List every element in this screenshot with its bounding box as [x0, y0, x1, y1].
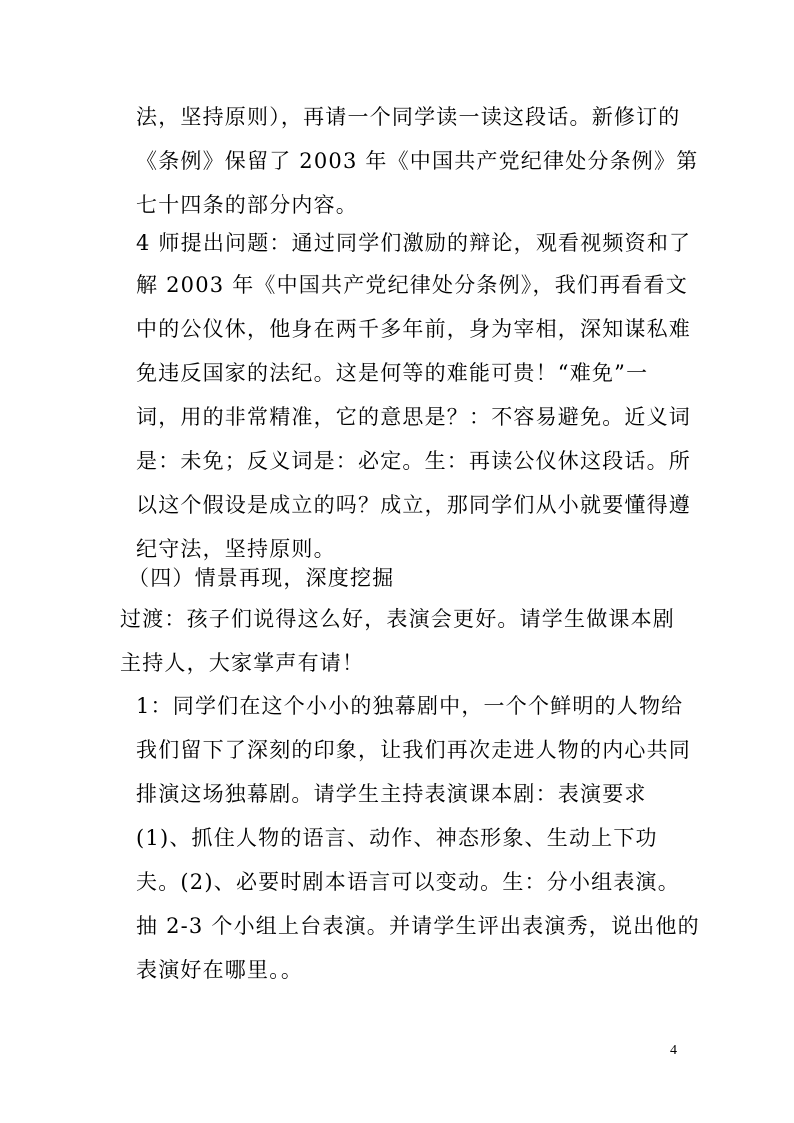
text-line-7: 免违反国家的法纪。这是何等的难能可贵！“难免”一 [136, 361, 649, 385]
section-heading: （四）情景再现，深度挖掘 [128, 566, 395, 590]
text-line-17: 排演这场独幕剧。请学生主持表演课本剧：表演要求 [136, 782, 647, 806]
text-line-2: 《条例》保留了 2003 年《中国共产党纪律处分条例》第 [136, 149, 699, 173]
page-number: 4 [670, 1043, 677, 1058]
text-line-1: 法，坚持原则），再请一个同学读一读这段话。新修订的 [136, 105, 681, 129]
text-line-5: 解 2003 年《中国共产党纪律处分条例》，我们再看看文 [136, 273, 688, 297]
text-line-10: 以这个假设是成立的吗？成立，那同学们从小就要懂得遵 [136, 493, 691, 517]
text-line-19: 夫。(2)、必要时剧本语言可以变动。生：分小组表演。 [136, 870, 680, 894]
text-line-16: 我们留下了深刻的印象，让我们再次走进人物的内心共同 [136, 738, 691, 762]
text-line-14: 主持人，大家掌声有请！ [120, 651, 365, 675]
text-line-6: 中的公仪休，他身在两千多年前，身为宰相，深知谋私难 [136, 317, 691, 341]
text-line-20: 抽 2-3 个小组上台表演。并请学生评出表演秀，说出他的 [136, 914, 700, 938]
text-line-21: 表演好在哪里。。 [136, 958, 304, 982]
text-line-15: 1：同学们在这个小小的独幕剧中，一个个鲜明的人物给 [136, 694, 684, 718]
text-line-3: 七十四条的部分内容。 [136, 193, 358, 217]
text-line-8: 词，用的非常精准，它的意思是？：不容易避免。近义词 [136, 405, 691, 429]
text-line-11: 纪守法，坚持原则。 [136, 537, 336, 561]
text-line-9: 是：未免；反义词是：必定。生：再读公仪休这段话。所 [136, 449, 691, 473]
text-line-18: (1)、抓住人物的语言、动作、神态形象、生动上下功 [136, 826, 658, 850]
text-line-4: 4 师提出问题：通过同学们激励的辩论，观看视频资和了 [136, 231, 692, 255]
text-line-13: 过渡：孩子们说得这么好，表演会更好。请学生做课本剧 [120, 607, 675, 631]
